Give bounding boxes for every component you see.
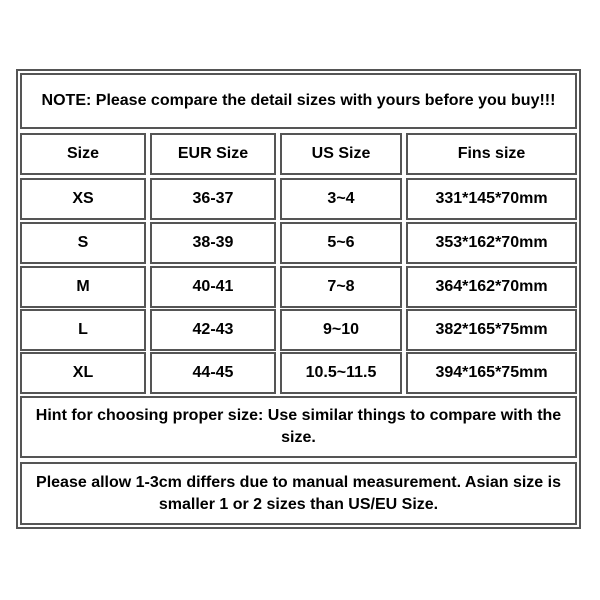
row-s-size: S: [20, 222, 146, 264]
row-s-fins-size: 353*162*70mm: [406, 222, 577, 264]
row-m-fins-size: 364*162*70mm: [406, 266, 577, 308]
header-size: Size: [20, 133, 146, 175]
row-s-us-size: 5~6: [280, 222, 402, 264]
measurement-disclaimer: Please allow 1-3cm differs due to manual measurement. Asian size is smaller 1 or 2 sizes than US/EU Size.: [20, 462, 577, 525]
row-xs-eur-size: 36-37: [150, 178, 276, 220]
size-chart: [16, 69, 581, 529]
header-eur-size: EUR Size: [150, 133, 276, 175]
size-note: NOTE: Please compare the detail sizes with yours before you buy!!!: [20, 73, 577, 129]
row-xl-size: XL: [20, 352, 146, 394]
row-l-eur-size: 42-43: [150, 309, 276, 351]
row-m-eur-size: 40-41: [150, 266, 276, 308]
row-l-us-size: 9~10: [280, 309, 402, 351]
row-l-size: L: [20, 309, 146, 351]
header-fins-size: Fins size: [406, 133, 577, 175]
header-us-size: US Size: [280, 133, 402, 175]
row-xl-fins-size: 394*165*75mm: [406, 352, 577, 394]
row-xs-fins-size: 331*145*70mm: [406, 178, 577, 220]
row-xl-us-size: 10.5~11.5: [280, 352, 402, 394]
row-xs-size: XS: [20, 178, 146, 220]
row-xs-us-size: 3~4: [280, 178, 402, 220]
size-hint: Hint for choosing proper size: Use similar things to compare with the size.: [20, 396, 577, 458]
row-m-us-size: 7~8: [280, 266, 402, 308]
row-m-size: M: [20, 266, 146, 308]
row-xl-eur-size: 44-45: [150, 352, 276, 394]
row-s-eur-size: 38-39: [150, 222, 276, 264]
row-l-fins-size: 382*165*75mm: [406, 309, 577, 351]
